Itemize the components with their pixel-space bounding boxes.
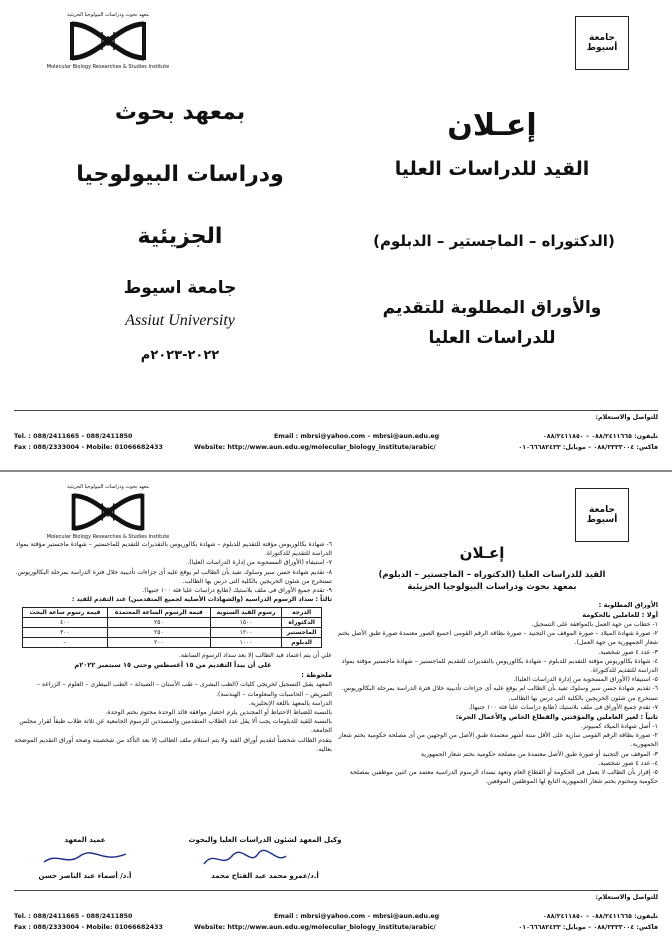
table-cell: الدكتوراه bbox=[282, 618, 322, 628]
website-link[interactable]: Website: http://www.aun.edu.eg/molecular_biology_institute/arabic/ bbox=[194, 924, 436, 931]
list-item: ٣- الموقف من التجنيد أو صورة طبق الأصل معتمدة من مصلحة حكومية بختم شعار الجمهورية bbox=[420, 750, 658, 758]
table-header: قيمة رسوم ساعة البحث bbox=[23, 608, 108, 618]
list-item: ٥- إقرار بأن الطالب لا يعمل فى الحكومة أو القطاع العام وتعهد بسداد الرسوم الدراسية معتمد من اثنين موظفين بمصلحة حكومية ومختوم بختم شعار الجمهورية التابع لها الموظفين الموقعين. bbox=[349, 769, 658, 786]
table-cell: ٢٥٠ bbox=[107, 628, 210, 638]
table-header: قيمة الرسوم الساعة المعتمدة bbox=[107, 608, 210, 618]
table-row bbox=[23, 618, 322, 628]
list-item: ١- خطاب من جهة العمل بالموافقة على التسجيل. bbox=[531, 621, 658, 628]
fees-table bbox=[22, 607, 322, 648]
institute-logo-ar-2: معهد بحوث ودراسات البيولوجيا الجزيئية bbox=[67, 484, 149, 490]
table-cell: ٤٠٠ bbox=[23, 618, 108, 628]
list-item: ٣- عدد ٤ صور شخصية. bbox=[598, 648, 658, 656]
note-1: علي أن يتم اعتماد قيد الطالب إلا بعد سداد الرسوم السابقة. bbox=[178, 652, 332, 660]
table-cell: ١٠٠٠ bbox=[210, 638, 281, 648]
email-text[interactable]: Email : mbrsi@yahoo.com – mbrsi@aun.edu.eg bbox=[274, 913, 440, 920]
list-item: ٢- صورة شهادة الميلاد – صورة الموقف من التجنيد – صورة بطاقة الرقم القومى (جميع الصور معتمدة صورة طبق الأصل بختم شعار الجمهورية من جهة العمل). bbox=[337, 630, 658, 647]
fax-en: Fax : 088/2333004 - Mobile: 01066682433 bbox=[14, 924, 163, 931]
table-cell: ٢٠٠ bbox=[107, 638, 210, 648]
list-item: ٧- تقدم جميع الأوراق فى ملف بلاستيك (طابع دراسات عليا فئة ١٠٠ جنيها). bbox=[468, 703, 658, 711]
phone-ar: تليفون: ٠٨٨/٢٤١١٦٦٥ – ٠٨٨/٢٤١١٨٥٠ bbox=[542, 433, 658, 440]
list-item: ٦- تقديم شهادة حسن سير وسلوك تفيد بأن الطالب لم يوقع عليه أى جزاءات تأديبية خلال فترة الدراسة بمرحلة البكالوريوس. تستخرج من شئون الخريجين بالكلية التى درس بها الطالب. bbox=[341, 685, 658, 702]
list-item: ١- أصل شهادة الميلاد كمبيوتر. bbox=[580, 723, 658, 731]
institute-line-3: الجزيئية bbox=[137, 224, 223, 249]
institute-logo-ar: معهد بحوث ودراسات البيولوجيا الجزيئية bbox=[67, 12, 149, 18]
table-cell: الدبلوم bbox=[282, 638, 322, 648]
fax-ar: فاكس: ٠٨٨/٢٣٣٣٠٠٤ – موبايل: ٠١٠٦٦٦٨٢٤٣٣ bbox=[518, 444, 658, 451]
table-cell: ٣٠٠ bbox=[23, 628, 108, 638]
fax-ar: فاكس: ٠٨٨/٢٣٣٣٠٠٤ – موبايل: ٠١٠٦٦٦٨٢٤٣٣ bbox=[518, 924, 658, 931]
notes-heading: ملحوظة : bbox=[301, 671, 332, 680]
list-item: بالنسبة للضباط الاحتياط أو المجندين يلزم احضار موافقة قائد الوحدة مختوم بختم الوحدة. bbox=[105, 709, 332, 717]
tel-en: Tel. : 088/2411665 - 088/2411850 bbox=[14, 913, 133, 920]
table-cell: الماجستير bbox=[282, 628, 322, 638]
table-row bbox=[23, 628, 322, 638]
fax-en: Fax : 088/2333004 - Mobile: 01066682433 bbox=[14, 444, 163, 451]
institute-logo-en: Molecular Biology Researches & Studies Institute bbox=[46, 64, 170, 70]
academic-year: ٢٠٢٢-٢٠٢٣م bbox=[140, 348, 220, 363]
list-item: ٥- استيفاء (الأوراق المسحوبة من إدارة الدراسات العليا). bbox=[513, 676, 658, 684]
contact-label: للتواصل والاستعلام: bbox=[595, 894, 658, 901]
first-heading: أولا : للعاملين بالحكومة bbox=[582, 611, 658, 619]
second-list bbox=[336, 722, 658, 786]
signature-icon bbox=[40, 848, 130, 870]
footer-page-two bbox=[14, 890, 658, 940]
table-header-row bbox=[23, 608, 322, 618]
list-item: ٢- صورة بطاقة الرقم القومى سارية على الأقل ستة أشهر معتمدة طبق الأصل من الوجهين من أى مصلحة حكومية بختم شعار الجمهورية. bbox=[338, 732, 658, 749]
university-name-ar: جامعة اسيوط bbox=[123, 278, 237, 298]
list-item: المعهد يقبل التسجيل لخريجى كليات (الطب البشرى – طب الأسنان – الصيدلة – الطب البيطرى – العلوم – الزراعة – التمريض – الحاسبات والمعلومات – الهندسة). bbox=[36, 681, 332, 698]
ad-line-3: والأوراق المطلوبة للتقديم bbox=[382, 298, 602, 318]
right-column bbox=[336, 600, 658, 786]
institute-line-1: بمعهد بحوث bbox=[114, 100, 246, 125]
ad-line-2: (الدكتوراه – الماجستير – الدبلوم) bbox=[373, 232, 615, 250]
table-cell: – bbox=[23, 638, 108, 648]
tel-en: Tel. : 088/2411665 - 088/2411850 bbox=[14, 433, 133, 440]
list-item: ٤- شهادة بكالوريوس مؤقتة للتقديم للدبلوم – شهادة بكالوريوس بالتقديرات للتقديم للماجستير – شهادة ماجستير مؤقتة بمواد الدراسة للتقديم للدكتوراة. bbox=[341, 657, 658, 675]
subtitle-2: بمعهد بحوث ودراسات البيولوجيا الجزيئية bbox=[407, 582, 577, 592]
list-item: ٤- عدد ٤ صور شخصية. bbox=[598, 759, 658, 767]
sign-right-name: أ.د/عمرو محمد عبد الفتاح محمد bbox=[211, 872, 319, 880]
table-row bbox=[23, 638, 322, 648]
phone-ar: تليفون: ٠٨٨/٢٤١١٦٦٥ – ٠٨٨/٢٤١١٨٥٠ bbox=[542, 913, 658, 920]
institute-logo bbox=[38, 12, 178, 70]
university-logo-2: جامعة أسيوط bbox=[575, 488, 629, 542]
sign-left-name: أ.د/ أسماء عبد الناصر حسن bbox=[38, 872, 132, 880]
institute-logo-en-2: Molecular Biology Researches & Studies Institute bbox=[46, 534, 170, 540]
sign-right-title: وكيل المعهد لشئون الدراسات العليا والبحوث bbox=[188, 836, 342, 844]
left-column bbox=[14, 540, 332, 754]
contact-label: للتواصل والاستعلام: bbox=[595, 414, 658, 421]
university-logo: جامعة أسيوط bbox=[575, 16, 629, 70]
table-cell: ٢٥٠ bbox=[107, 618, 210, 628]
table-header: الدرجة bbox=[282, 608, 322, 618]
footer-page-one bbox=[14, 410, 658, 458]
list-item: ٨- تقديم شهادة حسن سير وسلوك تفيد بأن الطالب لم يوقع عليه أى جزاءات تأديبية خلال فترة الدراسة بمرحلة البكالوريوس. تستخرج من شئون الخريجين بالكلية التى درس بها الطالب. bbox=[15, 568, 332, 585]
institute-logo-2 bbox=[38, 484, 178, 540]
list-item: ٧- استيفاء (الأوراق المسحوبة من إدارة الدراسات العليا). bbox=[187, 559, 332, 567]
first-list bbox=[336, 620, 658, 712]
second-heading: ثانياً : لغير العاملين والمؤقتين والقطاع الخاص والأعمال الحرة: bbox=[455, 713, 658, 722]
list-item: ٩- تقدم جميع الأوراق فى ملف بلاستيك (طابع دراسات عليا فئة ١٠٠ جنيها). bbox=[142, 587, 332, 595]
list-item: الدراسة بالمعهد باللغة الإنجليزية. bbox=[248, 699, 332, 707]
list-item: ٦- شهادة بكالوريوس مؤقتة للتقديم للدبلوم – شهادة بكالوريوس بالتقديرات للتقديم للماجستير – شهادة ماجستير مؤقتة بمواد الدراسة للتقديم للدكتوراة. bbox=[15, 541, 332, 558]
list-item: يتقدم الطالب شخصياً لتقديم أوراق القيد ولا يتم استلام ملف الطالب إلا بعد التأكد من شخصيته وصحة أوراق التقديم الموضحة بعاليه. bbox=[14, 736, 332, 753]
email-text[interactable]: Email : mbrsi@yahoo.com – mbrsi@aun.edu.eg bbox=[274, 433, 440, 440]
subtitle-1: القيد للدراسات العليا (الدكتوراه – الماجستير – الدبلوم) bbox=[378, 570, 606, 580]
fees-heading: ثالثاً : سداد الرسوم الدراسية (والشهادات الأصلية لجميع المتقدمين) عند التقدم للقيد : bbox=[71, 596, 332, 604]
ad-line-4: للدراسات العليا bbox=[428, 328, 556, 348]
website-link[interactable]: Website: http://www.aun.edu.eg/molecular_biology_institute/arabic/ bbox=[194, 444, 436, 451]
dna-helix-icon bbox=[68, 490, 148, 534]
ad-title-2: إعـلان bbox=[459, 544, 505, 562]
ad-line-1: القيد للدراسات العليا bbox=[394, 158, 590, 180]
table-header: رسوم القيد السنوية bbox=[210, 608, 281, 618]
table-cell: ١٢٠٠ bbox=[210, 628, 281, 638]
university-name-en: Assiut University bbox=[125, 312, 235, 329]
page-two bbox=[0, 474, 672, 951]
docs-heading: الأوراق المطلوبة : bbox=[598, 601, 658, 609]
signature-icon bbox=[200, 848, 290, 870]
note-2: على أن يبدأ التقديم من ١٥ أغسطس وحتى ١٥ سبتمبر ٢٠٢٢م bbox=[74, 661, 272, 670]
sign-left-title: عميد المعهد bbox=[64, 836, 106, 844]
ad-title: إعـلان bbox=[447, 108, 537, 143]
institute-line-2: ودراسات البيولوجيا bbox=[76, 162, 284, 187]
page-one bbox=[0, 0, 672, 472]
dna-helix-icon bbox=[68, 18, 148, 64]
table-cell: ١٥٠٠ bbox=[210, 618, 281, 628]
list-item: بالنسبة للقيد للدبلومات يجب ألا يقل عدد الطلاب المتقدمين والمسددين للرسوم الجامعية عن ثلاثة طلاب طبقاً لقرار مجلس الجامعة. bbox=[19, 718, 332, 735]
